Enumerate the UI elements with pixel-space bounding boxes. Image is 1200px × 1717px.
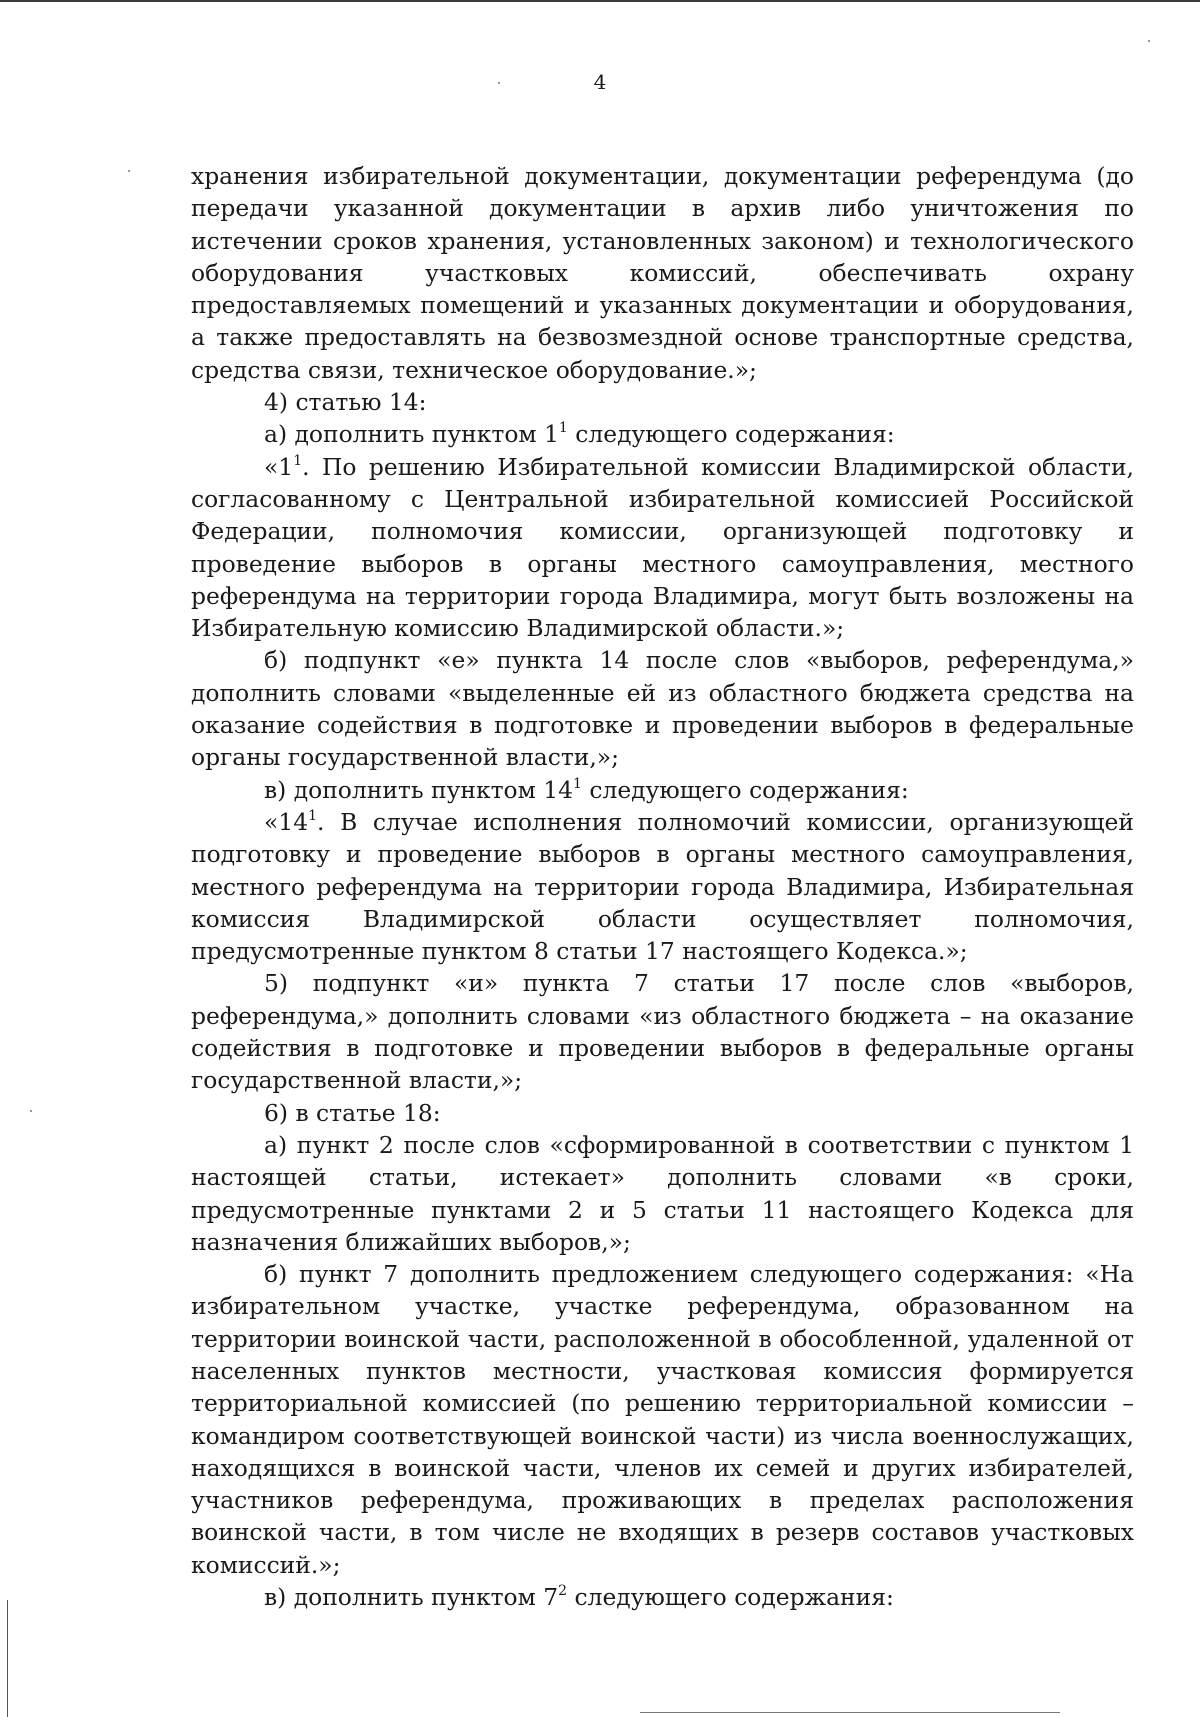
scan-bottom-edge — [640, 1712, 1060, 1713]
scan-speck — [30, 1110, 32, 1112]
paragraph — [191, 160, 1134, 386]
paragraph — [191, 806, 1134, 967]
paragraph — [191, 418, 1134, 450]
scan-speck — [128, 170, 130, 172]
paragraph-superscript: 1 — [573, 775, 582, 792]
scan-speck — [1148, 40, 1150, 42]
paragraph — [191, 774, 1134, 806]
paragraph — [191, 967, 1134, 1096]
paragraph — [191, 1258, 1134, 1581]
paragraph — [191, 1097, 1134, 1129]
paragraph-text: следующего содержания: — [567, 420, 895, 449]
paragraph-text: а) пункт 2 после слов «сформированной в соответствии с пунктом 1 настоящей статьи, истекает» дополнить словами «в сроки, предусмотренные пунктами 2 и 5 статьи 11 настоящего Кодекса для назначения ближайших выборов,»; — [191, 1130, 1134, 1256]
paragraph-text: в) дополнить пунктом 7 — [264, 1583, 559, 1612]
paragraph-text: 5) подпункт «и» пункта 7 статьи 17 после слов «выборов, референдума,» дополнить словами «из областного бюджета – на оказание содействия в подготовке и проведении выборов в федеральные органы государственной власти,»; — [191, 969, 1134, 1095]
paragraph-text: б) подпункт «е» пункта 14 после слов «выборов, референдума,» дополнить словами «выделенные ей из областного бюджета средства на оказание содействия в подготовке и проведении выборов в федеральные органы государственной власти,»; — [191, 646, 1134, 772]
paragraph-text: б) пункт 7 дополнить предложением следующего содержания: «На избирательном участке, участке референдума, образованном на территории воинской части, расположенной в обособленной, удаленной от населенных пунктов местности, участковая комиссия формируется территориальной комиссией (по решению территориальной комиссии – командиром соответствующей воинской части) из числа военнослужащих, находящихся в воинской части, членов их семей и других избирателей, участников референдума, проживающих в пределах расположения воинской части, в том числе не входящих в резерв составов участковых комиссий.»; — [191, 1260, 1134, 1579]
scan-top-edge — [0, 0, 1200, 2]
paragraph-text: «1 — [264, 452, 294, 481]
page-number: 4 — [593, 70, 607, 94]
document-body — [191, 160, 1134, 1613]
paragraph — [191, 1581, 1134, 1613]
paragraph — [191, 644, 1134, 773]
paragraph-text: следующего содержания: — [567, 1583, 894, 1612]
paragraph-text: 6) в статье 18: — [264, 1098, 441, 1127]
scan-left-edge — [7, 1600, 8, 1717]
paragraph-superscript: 1 — [308, 807, 317, 824]
paragraph-superscript: 1 — [293, 452, 303, 469]
paragraph-text: в) дополнить пунктом 14 — [264, 775, 574, 804]
paragraph — [191, 386, 1134, 418]
paragraph-text: 4) статью 14: — [264, 388, 427, 417]
paragraph — [191, 1129, 1134, 1258]
paragraph-superscript: 1 — [558, 420, 568, 437]
paragraph-text: . В случае исполнения полномочий комиссии, организующей подготовку и проведение выборов в органы местного самоуправления, местного референдума на территории города Владимира, Избирательная комиссия Владимирской области осуществляет полномочия, предусмотренные пунктом 8 статьи 17 настоящего Кодекса.»; — [191, 807, 1134, 966]
scan-speck — [498, 82, 500, 84]
paragraph-text: «14 — [264, 807, 309, 836]
paragraph — [191, 451, 1134, 645]
paragraph-text: следующего содержания: — [581, 775, 909, 804]
paragraph-text: хранения избирательной документации, документации референдума (до передачи указанной документации в архив либо уничтожения по истечении сроков хранения, установленных законом) и технологического оборудования участковых комиссий, обеспечивать охрану предоставляемых помещений и указанных документации и оборудования, а также предоставлять на безвозмездной основе транспортные средства, средства связи, техническое оборудование.»; — [191, 162, 1134, 384]
paragraph-text: а) дополнить пунктом 1 — [264, 420, 559, 449]
paragraph-superscript: 2 — [558, 1583, 568, 1600]
paragraph-text: . По решению Избирательной комиссии Владимирской области, согласованному с Центральной избирательной комиссией Российской Федерации, полномочия комиссии, организующей подготовку и проведение выборов в органы местного самоуправления, местного референдума на территории города Владимира, могут быть возложены на Избирательную комиссию Владимирской области.»; — [191, 452, 1134, 643]
